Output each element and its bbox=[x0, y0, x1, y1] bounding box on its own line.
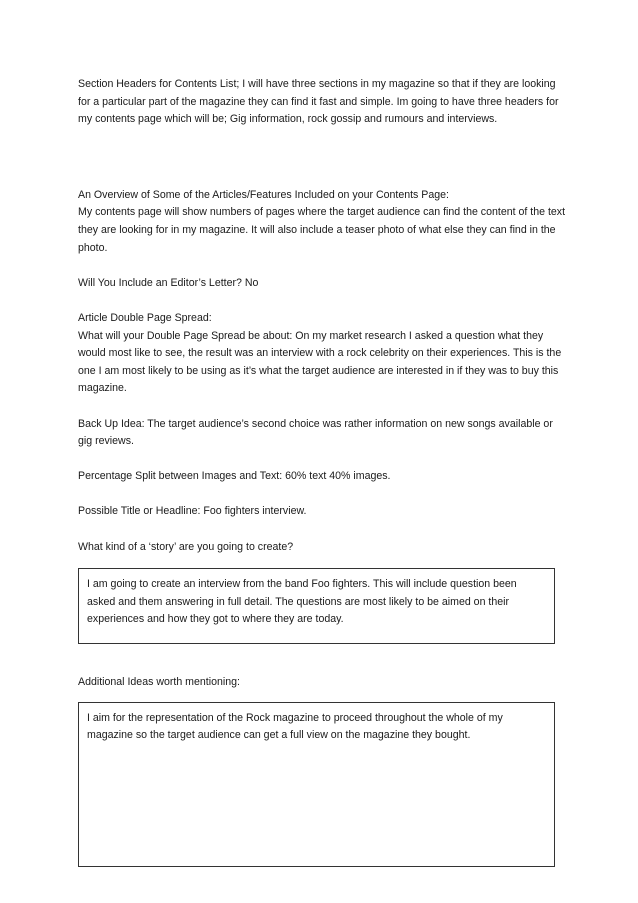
spacer bbox=[78, 556, 566, 568]
story-answer-box bbox=[78, 568, 555, 644]
story-answer-text: I am going to create an interview from the band Foo fighters. This will include question been asked and them answering in full detail. The questions are most likely to be aimed on their experiences and how they got to where they are today. bbox=[87, 578, 517, 626]
story-question: What kind of a ‘story’ are you going to create? bbox=[78, 540, 294, 553]
overview-heading: An Overview of Some of the Articles/Features Included on your Contents Page: bbox=[78, 188, 449, 201]
possible-title-line: Possible Title or Headline: Foo fighters interview. bbox=[78, 505, 307, 518]
percentage-split-line: Percentage Split between Images and Text: 60% text 40% images. bbox=[78, 470, 391, 483]
spacer bbox=[78, 292, 566, 310]
double-page-heading: Article Double Page Spread: bbox=[78, 311, 212, 324]
section-headers-paragraph: Section Headers for Contents List; I will have three sections in my magazine so that if they are looking for a particular part of the magazine they can find it fast and simple. Im going to have three headers for my contents page which will be; Gig information, rock gossip and rumours and interviews. bbox=[78, 78, 559, 126]
additional-ideas-heading: Additional Ideas worth mentioning: bbox=[78, 676, 240, 689]
overview-paragraph: My contents page will show numbers of pages where the target audience can find the content of the text they are looking for in my magazine. It will also include a teaser photo of what else they can find in the photo. bbox=[78, 206, 566, 254]
backup-idea-paragraph: Back Up Idea: The target audience’s second choice was rather information on new songs available or gig reviews. bbox=[78, 417, 553, 448]
spacer bbox=[78, 644, 566, 674]
spacer bbox=[78, 451, 566, 469]
double-page-paragraph: What will your Double Page Spread be about: On my market research I asked a question what they would most like to see, the result was an interview with a rock celebrity on their experiences. This is the one I am most likely to be using as it’s what the target audience are interested in if they was to buy this magazine. bbox=[78, 329, 562, 395]
spacer bbox=[78, 129, 566, 187]
spacer bbox=[78, 257, 566, 275]
additional-ideas-box bbox=[78, 702, 555, 867]
spacer bbox=[78, 486, 566, 504]
spacer bbox=[78, 521, 566, 539]
editors-letter-line: Will You Include an Editor’s Letter? No bbox=[78, 276, 259, 289]
spacer bbox=[78, 692, 566, 702]
additional-ideas-text: I aim for the representation of the Rock magazine to proceed throughout the whole of my magazine so the target audience can get a full view on the magazine they bought. bbox=[87, 711, 503, 742]
document-page bbox=[78, 76, 566, 867]
spacer bbox=[78, 398, 566, 416]
